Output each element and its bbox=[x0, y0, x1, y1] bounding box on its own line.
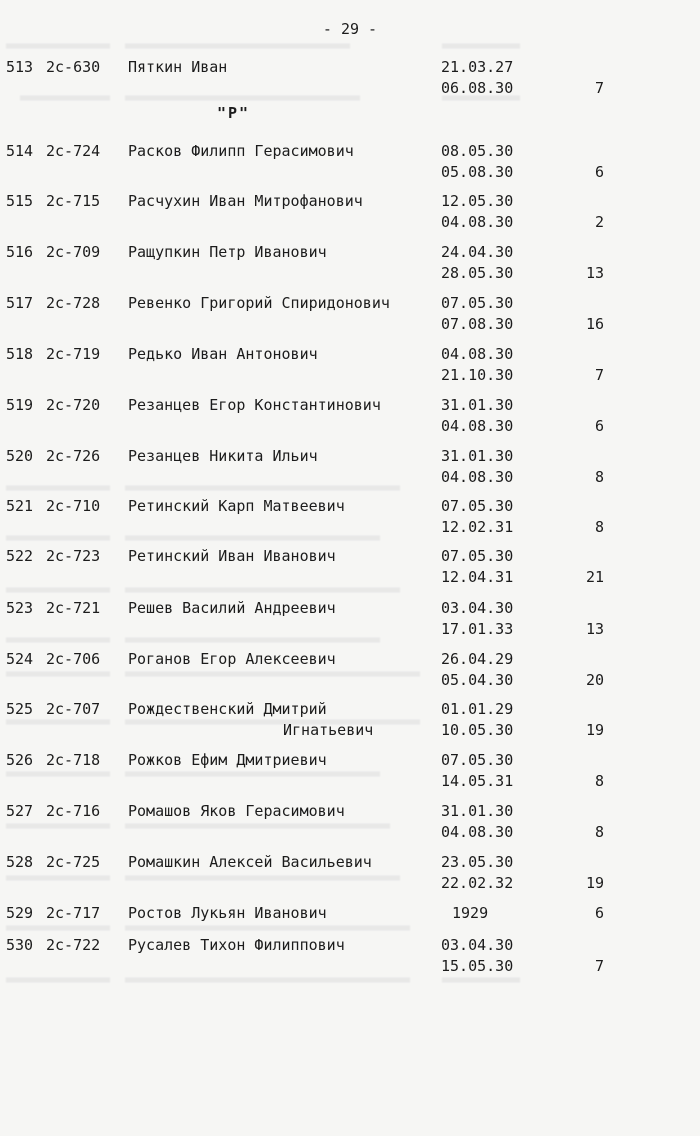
list-item bbox=[0, 649, 700, 691]
entry-number: 527 bbox=[6, 802, 34, 820]
entry-number: 517 bbox=[6, 294, 34, 312]
entry-code: 2с-721 bbox=[46, 599, 101, 617]
list-item bbox=[0, 57, 700, 99]
entry-days: 7 bbox=[594, 366, 604, 384]
entry-name: Расков Филипп Герасимович bbox=[128, 142, 354, 160]
entry-date-end: 22.02.32 bbox=[441, 874, 514, 892]
entry-date-start: 07.05.30 bbox=[441, 497, 514, 515]
entry-date-start: 07.05.30 bbox=[441, 751, 514, 769]
entry-number: 513 bbox=[6, 58, 34, 76]
entry-date-end: 07.08.30 bbox=[441, 315, 514, 333]
entry-date-start: 03.04.30 bbox=[441, 936, 514, 954]
entry-number: 515 bbox=[6, 192, 34, 210]
entry-days: 7 bbox=[594, 957, 604, 975]
entry-days: 21 bbox=[585, 568, 604, 586]
entry-code: 2с-706 bbox=[46, 650, 101, 668]
entry-days: 8 bbox=[594, 468, 604, 486]
entry-date-start: 31.01.30 bbox=[441, 396, 514, 414]
list-item bbox=[0, 344, 700, 386]
entry-code: 2с-722 bbox=[46, 936, 101, 954]
list-item bbox=[0, 750, 700, 792]
entry-name: Ростов Лукьян Иванович bbox=[128, 904, 327, 922]
entry-name: Расчухин Иван Митрофанович bbox=[128, 192, 363, 210]
entry-code: 2с-716 bbox=[46, 802, 101, 820]
entry-days: 8 bbox=[594, 823, 604, 841]
entry-date-end: 14.05.31 bbox=[441, 772, 514, 790]
list-item bbox=[0, 446, 700, 488]
entry-date-start: 04.08.30 bbox=[441, 345, 514, 363]
entry-date-end: 12.02.31 bbox=[441, 518, 514, 536]
entry-name: Редько Иван Антонович bbox=[128, 345, 318, 363]
entry-date-start: 26.04.29 bbox=[441, 650, 514, 668]
entry-date-end: 21.10.30 bbox=[441, 366, 514, 384]
entry-code: 2с-728 bbox=[46, 294, 101, 312]
list-item bbox=[0, 293, 700, 335]
list-item bbox=[0, 546, 700, 588]
entry-code: 2с-715 bbox=[46, 192, 101, 210]
entry-date-start: 07.05.30 bbox=[441, 294, 514, 312]
page-number: - 29 - bbox=[322, 20, 378, 38]
entry-date-start: 31.01.30 bbox=[441, 447, 514, 465]
entry-name: Ромашов Яков Герасимович bbox=[128, 802, 345, 820]
entry-name: Роганов Егор Алексеевич bbox=[128, 650, 336, 668]
entry-code: 2с-710 bbox=[46, 497, 101, 515]
entry-name: Русалев Тихон Филиппович bbox=[128, 936, 345, 954]
entry-days: 6 bbox=[594, 163, 604, 181]
list-item bbox=[0, 598, 700, 640]
entry-days: 6 bbox=[594, 904, 604, 922]
entry-days: 6 bbox=[594, 417, 604, 435]
entry-code: 2с-718 bbox=[46, 751, 101, 769]
entry-date-end: 06.08.30 bbox=[441, 79, 514, 97]
entry-number: 519 bbox=[6, 396, 34, 414]
entry-name: Решев Василий Андреевич bbox=[128, 599, 336, 617]
entry-number: 514 bbox=[6, 142, 34, 160]
entry-date-end: 04.08.30 bbox=[441, 468, 514, 486]
entry-date-end: 15.05.30 bbox=[441, 957, 514, 975]
list-item bbox=[0, 141, 700, 183]
entry-number: 523 bbox=[6, 599, 34, 617]
entry-number: 530 bbox=[6, 936, 34, 954]
entry-date-start: 1929 bbox=[452, 904, 489, 922]
entry-days: 13 bbox=[585, 264, 604, 282]
entry-code: 2с-723 bbox=[46, 547, 101, 565]
list-item bbox=[0, 852, 700, 894]
entry-number: 529 bbox=[6, 904, 34, 922]
entry-code: 2с-726 bbox=[46, 447, 101, 465]
entry-number: 525 bbox=[6, 700, 34, 718]
entry-date-start: 21.03.27 bbox=[441, 58, 514, 76]
list-item bbox=[0, 496, 700, 538]
entry-name: Пяткин Иван bbox=[128, 58, 228, 76]
entry-date-start: 07.05.30 bbox=[441, 547, 514, 565]
entry-name: Рожков Ефим Дмитриевич bbox=[128, 751, 327, 769]
entry-date-start: 12.05.30 bbox=[441, 192, 514, 210]
entry-days: 19 bbox=[585, 874, 604, 892]
entry-days: 2 bbox=[594, 213, 604, 231]
entry-code: 2с-724 bbox=[46, 142, 101, 160]
entry-days: 19 bbox=[585, 721, 604, 739]
entry-name: Ретинский Иван Иванович bbox=[128, 547, 336, 565]
entry-days: 7 bbox=[594, 79, 604, 97]
entry-date-start: 24.04.30 bbox=[441, 243, 514, 261]
list-item bbox=[0, 395, 700, 437]
entry-days: 8 bbox=[594, 518, 604, 536]
list-item bbox=[0, 699, 700, 741]
entry-code: 2с-630 bbox=[46, 58, 101, 76]
entry-number: 521 bbox=[6, 497, 34, 515]
entry-code: 2с-717 bbox=[46, 904, 101, 922]
entry-code: 2с-709 bbox=[46, 243, 101, 261]
entry-date-end: 04.08.30 bbox=[441, 417, 514, 435]
entry-date-end: 04.08.30 bbox=[441, 213, 514, 231]
entry-date-end: 10.05.30 bbox=[441, 721, 514, 739]
entry-days: 13 bbox=[585, 620, 604, 638]
list-item bbox=[0, 935, 700, 977]
entry-code: 2с-725 bbox=[46, 853, 101, 871]
entry-date-end: 05.08.30 bbox=[441, 163, 514, 181]
entry-date-end: 05.04.30 bbox=[441, 671, 514, 689]
entry-date-end: 17.01.33 bbox=[441, 620, 514, 638]
list-item bbox=[0, 242, 700, 284]
entry-date-end: 04.08.30 bbox=[441, 823, 514, 841]
entry-date-end: 12.04.31 bbox=[441, 568, 514, 586]
entry-days: 20 bbox=[585, 671, 604, 689]
entry-date-start: 01.01.29 bbox=[441, 700, 514, 718]
entry-days: 16 bbox=[585, 315, 604, 333]
entry-code: 2с-707 bbox=[46, 700, 101, 718]
entry-number: 516 bbox=[6, 243, 34, 261]
entry-date-end: 28.05.30 bbox=[441, 264, 514, 282]
entry-number: 526 bbox=[6, 751, 34, 769]
entry-number: 520 bbox=[6, 447, 34, 465]
list-item bbox=[0, 191, 700, 233]
entry-name: Рождественский Дмитрий bbox=[128, 700, 327, 718]
entry-name: Ретинский Карп Матвеевич bbox=[128, 497, 345, 515]
entry-days: 8 bbox=[594, 772, 604, 790]
entry-name-continuation: Игнатьевич bbox=[283, 721, 374, 739]
entry-name: Ревенко Григорий Спиридонович bbox=[128, 294, 390, 312]
entry-code: 2с-719 bbox=[46, 345, 101, 363]
entry-number: 518 bbox=[6, 345, 34, 363]
entry-name: Ромашкин Алексей Васильевич bbox=[128, 853, 372, 871]
entry-date-start: 03.04.30 bbox=[441, 599, 514, 617]
entry-number: 528 bbox=[6, 853, 34, 871]
entry-code: 2с-720 bbox=[46, 396, 101, 414]
entry-name: Ращупкин Петр Иванович bbox=[128, 243, 327, 261]
list-item bbox=[0, 801, 700, 843]
entry-date-start: 08.05.30 bbox=[441, 142, 514, 160]
entry-number: 522 bbox=[6, 547, 34, 565]
entry-name: Резанцев Никита Ильич bbox=[128, 447, 318, 465]
entry-date-start: 31.01.30 bbox=[441, 802, 514, 820]
entry-name: Резанцев Егор Константинович bbox=[128, 396, 381, 414]
entry-date-start: 23.05.30 bbox=[441, 853, 514, 871]
section-letter: "Р" bbox=[217, 104, 251, 122]
entry-number: 524 bbox=[6, 650, 34, 668]
